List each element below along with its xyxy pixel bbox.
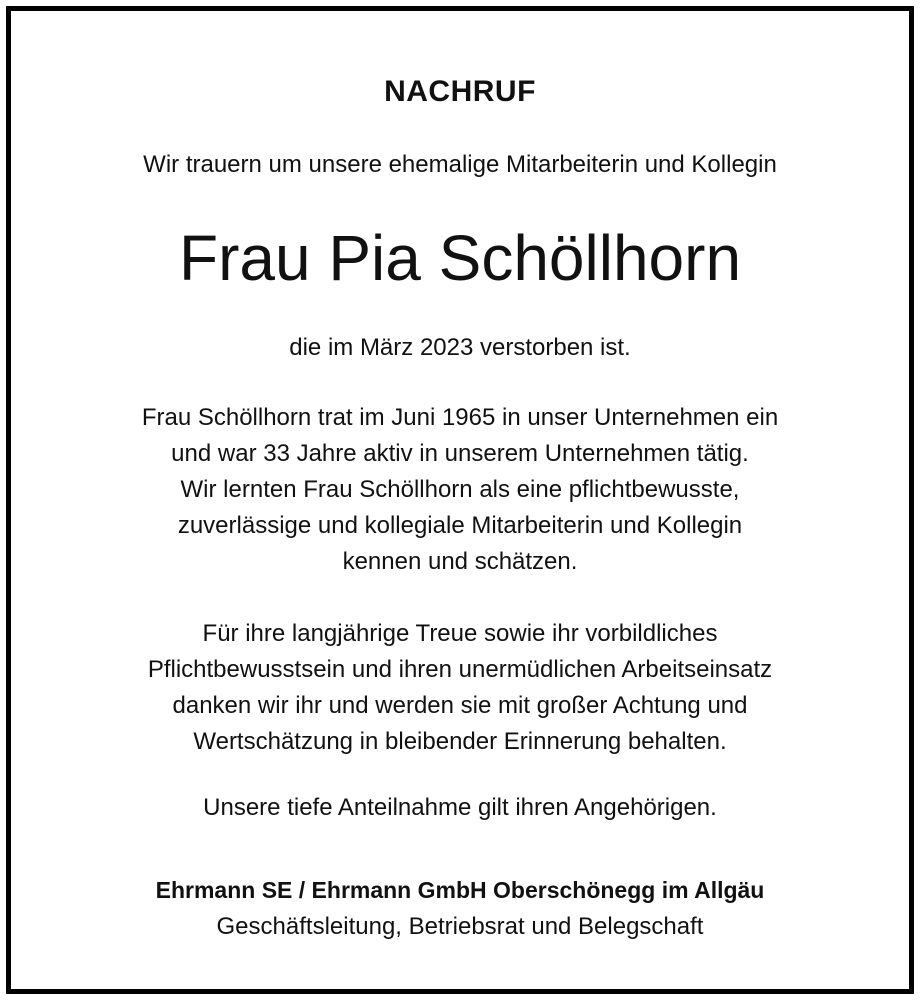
paragraph-line: Wertschätzung in bleibender Erinnerung behalten. bbox=[193, 728, 727, 755]
gratitude-paragraph bbox=[11, 616, 909, 760]
paragraph-line: Frau Schöllhorn trat im Juni 1965 in unser Unternehmen ein bbox=[141, 404, 779, 431]
paragraph-line: Wir lernten Frau Schöllhorn als eine pflichtbewusste, bbox=[180, 476, 740, 503]
paragraph-line: kennen und schätzen. bbox=[342, 548, 578, 575]
paragraph-line: und war 33 Jahre aktiv in unserem Unternehmen tätig. bbox=[171, 440, 749, 467]
intro-line: Wir trauern um unsere ehemalige Mitarbeiterin und Kollegin bbox=[143, 151, 777, 178]
paragraph-line: Für ihre langjährige Treue sowie ihr vorbildliches bbox=[202, 620, 718, 647]
career-paragraph bbox=[11, 400, 909, 580]
condolence-line: Unsere tiefe Anteilnahme gilt ihren Angehörigen. bbox=[203, 794, 717, 821]
paragraph-line: danken wir ihr und werden sie mit großer Achtung und bbox=[172, 692, 748, 719]
signers-line: Geschäftsleitung, Betriebsrat und Belegschaft bbox=[216, 913, 704, 940]
paragraph-line: zuverlässige und kollegiale Mitarbeiterin und Kollegin bbox=[177, 512, 743, 539]
deceased-name: Frau Pia Schöllhorn bbox=[178, 222, 742, 294]
obituary-frame bbox=[6, 6, 914, 994]
date-of-death-line: die im März 2023 verstorben ist. bbox=[289, 334, 631, 361]
obituary-heading: NACHRUF bbox=[384, 75, 536, 108]
paragraph-line: Pflichtbewusstsein und ihren unermüdlichen Arbeitseinsatz bbox=[147, 656, 773, 683]
company-name: Ehrmann SE / Ehrmann GmbH Oberschönegg im Allgäu bbox=[155, 877, 765, 903]
